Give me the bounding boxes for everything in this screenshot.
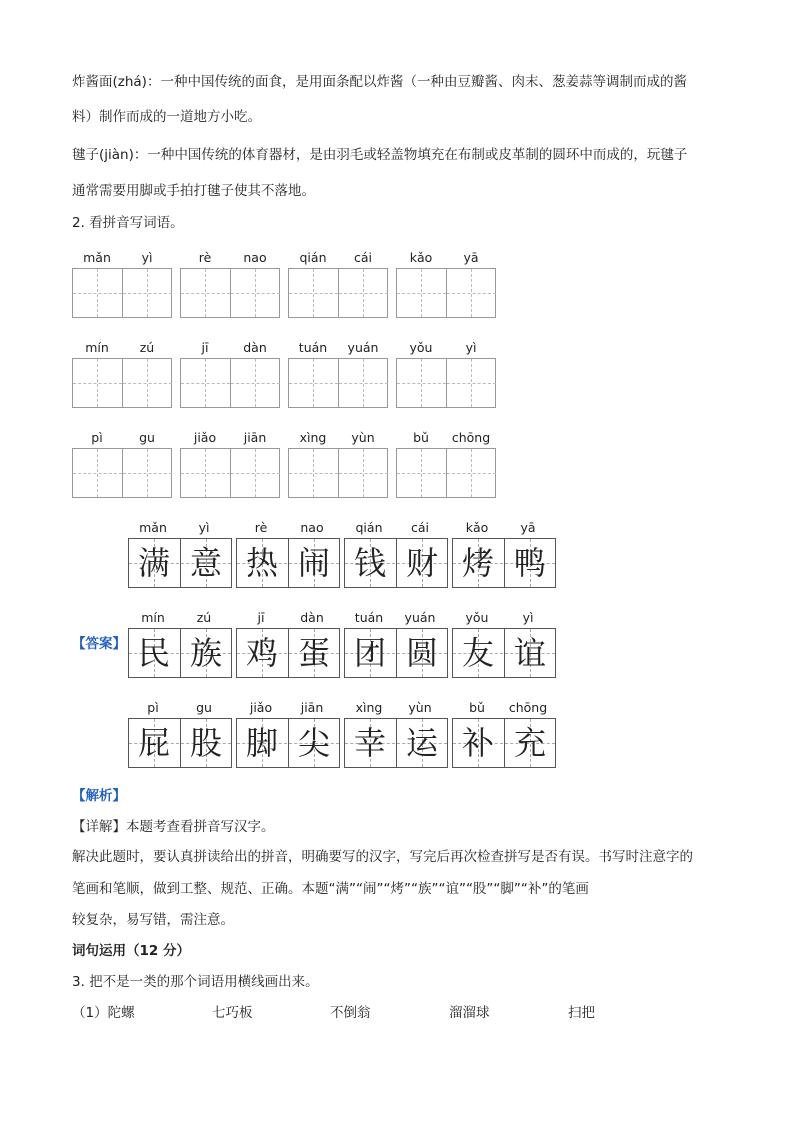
pinyin-word-box — [288, 430, 388, 498]
answer-cell — [129, 539, 179, 587]
pinyin-syllable: mǎn — [83, 250, 111, 265]
pinyin-syllable: pì — [91, 430, 103, 445]
intro-line-2: 料）制作而成的一道地方小吃。 — [72, 109, 261, 125]
pinyin-syllable: jiān — [243, 430, 267, 445]
writing-cell — [289, 269, 338, 317]
pinyin-syllable: yì — [465, 340, 477, 355]
pinyin-syllable: nao — [243, 250, 267, 265]
pinyin-word-box — [396, 340, 496, 408]
question-2-title: 2. 看拼音写词语。 — [72, 215, 184, 231]
answer-character: 友 — [461, 634, 494, 672]
answer-box — [344, 538, 448, 588]
answer-word-box — [344, 700, 448, 768]
answer-character: 族 — [189, 634, 222, 672]
answer-pinyin: yuán — [404, 610, 436, 625]
answer-cell — [345, 629, 395, 677]
answer-character: 股 — [189, 724, 222, 762]
writing-cell — [122, 449, 172, 497]
writing-cell — [73, 449, 122, 497]
writing-cell — [181, 269, 230, 317]
writing-cell — [338, 269, 388, 317]
answer-cell — [180, 539, 231, 587]
writing-box — [288, 268, 388, 318]
pinyin-word-box — [72, 430, 172, 498]
answer-character: 团 — [353, 634, 386, 672]
answer-cell — [180, 719, 231, 767]
writing-box — [180, 448, 280, 498]
writing-box — [72, 448, 172, 498]
answer-cell — [288, 719, 339, 767]
answer-pinyin: cái — [410, 520, 429, 535]
answer-box — [236, 718, 340, 768]
writing-box — [72, 268, 172, 318]
writing-box — [72, 358, 172, 408]
writing-cell — [122, 359, 172, 407]
answer-cell — [345, 719, 395, 767]
answer-pinyin: bǔ — [469, 700, 485, 715]
pinyin-syllable: yùn — [351, 430, 375, 445]
writing-box — [180, 268, 280, 318]
answer-pinyin: tuán — [354, 610, 384, 625]
answer-cell — [345, 539, 395, 587]
answer-word-box — [128, 700, 232, 768]
writing-cell — [289, 359, 338, 407]
answer-pinyin: pì — [147, 700, 159, 715]
answer-cell — [453, 539, 503, 587]
writing-box — [288, 448, 388, 498]
answer-character: 蛋 — [297, 634, 330, 672]
pinyin-word-box — [396, 250, 496, 318]
pinyin-syllable: jī — [201, 340, 209, 355]
writing-cell — [230, 449, 280, 497]
pinyin-syllable: cái — [353, 250, 372, 265]
answer-pinyin: gu — [196, 700, 212, 715]
answer-word-box — [236, 610, 340, 678]
answer-word-box — [236, 700, 340, 768]
answer-character: 满 — [137, 544, 170, 582]
writing-cell — [338, 359, 388, 407]
writing-cell — [73, 269, 122, 317]
writing-cell — [338, 449, 388, 497]
pinyin-syllable: yì — [141, 250, 153, 265]
answer-word-box — [236, 520, 340, 588]
answer-box — [236, 628, 340, 678]
writing-box — [396, 448, 496, 498]
answer-cell — [237, 539, 287, 587]
answer-box — [236, 538, 340, 588]
writing-box — [288, 358, 388, 408]
answer-cell — [288, 539, 339, 587]
writing-cell — [181, 449, 230, 497]
writing-cell — [230, 359, 280, 407]
question-3-option: 溜溜球 — [449, 1005, 490, 1021]
answer-cell — [504, 719, 555, 767]
answer-cell — [504, 539, 555, 587]
answer-character: 鸡 — [245, 634, 278, 672]
answer-cell — [129, 629, 179, 677]
answer-character: 财 — [405, 544, 438, 582]
answer-character: 谊 — [513, 634, 546, 672]
answer-pinyin: yā — [520, 520, 536, 535]
question-3-option: 不倒翁 — [330, 1005, 371, 1021]
answer-pinyin: jiǎo — [249, 700, 273, 715]
answer-box — [344, 718, 448, 768]
answer-word-box — [344, 610, 448, 678]
pinyin-syllable: yǒu — [409, 340, 433, 355]
answer-cell — [453, 629, 503, 677]
writing-cell — [397, 449, 446, 497]
answer-character: 闹 — [297, 544, 330, 582]
answer-character: 尖 — [297, 724, 330, 762]
question-3-title: 3. 把不是一类的那个词语用横线画出来。 — [72, 974, 319, 990]
answer-cell — [129, 719, 179, 767]
answer-box — [452, 718, 556, 768]
answer-pinyin: kǎo — [465, 520, 489, 535]
answer-cell — [396, 539, 447, 587]
question-3-item-label: （1）陀螺 — [72, 1005, 135, 1021]
answer-character: 脚 — [245, 724, 278, 762]
writing-cell — [230, 269, 280, 317]
analysis-paragraph-1: 解决此题时，要认真拼读给出的拼音，明确要写的汉字，写完后再次检查拼写是否有误。书写时注意字的 — [72, 849, 693, 865]
question-3-option: 扫把 — [568, 1005, 595, 1021]
pinyin-word-box — [288, 250, 388, 318]
answer-character: 屁 — [137, 724, 170, 762]
answer-pinyin: yùn — [408, 700, 432, 715]
writing-cell — [397, 269, 446, 317]
answer-pinyin: yǒu — [465, 610, 489, 625]
answer-word-box — [128, 520, 232, 588]
answer-character: 鸭 — [513, 544, 546, 582]
analysis-paragraph-2: 笔画和笔顺，做到工整、规范、正确。本题“满”“闹”“烤”“族”“谊”“股”“脚”“补”的笔画 — [72, 881, 589, 897]
answer-pinyin: rè — [254, 520, 268, 535]
answer-character: 烤 — [461, 544, 494, 582]
pinyin-word-box — [72, 340, 172, 408]
writing-cell — [181, 359, 230, 407]
answer-cell — [396, 629, 447, 677]
answer-pinyin: jī — [257, 610, 265, 625]
answer-word-box — [128, 610, 232, 678]
pinyin-syllable: rè — [198, 250, 212, 265]
pinyin-syllable: dàn — [243, 340, 267, 355]
writing-cell — [446, 449, 496, 497]
writing-cell — [289, 449, 338, 497]
answer-pinyin: mín — [141, 610, 165, 625]
pinyin-word-box — [72, 250, 172, 318]
answer-character: 充 — [513, 724, 546, 762]
writing-box — [396, 358, 496, 408]
pinyin-word-box — [396, 430, 496, 498]
answer-character: 圆 — [405, 634, 438, 672]
pinyin-word-box — [180, 340, 280, 408]
answer-character: 补 — [461, 724, 494, 762]
answer-word-box — [452, 520, 556, 588]
answer-cell — [237, 719, 287, 767]
answer-pinyin: chōng — [508, 700, 548, 715]
pinyin-word-box — [288, 340, 388, 408]
pinyin-syllable: yā — [463, 250, 479, 265]
pinyin-syllable: jiǎo — [193, 430, 217, 445]
answer-pinyin: jiān — [300, 700, 324, 715]
writing-cell — [73, 359, 122, 407]
pinyin-syllable: qián — [299, 250, 327, 265]
answer-character: 运 — [405, 724, 438, 762]
answer-box — [128, 538, 232, 588]
pinyin-syllable: mín — [85, 340, 109, 355]
answer-pinyin: zú — [196, 610, 212, 625]
answer-character: 意 — [189, 544, 222, 582]
answer-pinyin: yì — [522, 610, 534, 625]
answer-box — [128, 718, 232, 768]
pinyin-syllable: tuán — [298, 340, 328, 355]
answer-pinyin: mǎn — [139, 520, 167, 535]
question-3-option: 七巧板 — [212, 1005, 253, 1021]
pinyin-syllable: chōng — [451, 430, 491, 445]
answer-pinyin: dàn — [300, 610, 324, 625]
pinyin-syllable: bǔ — [413, 430, 429, 445]
writing-cell — [446, 359, 496, 407]
answer-cell — [180, 629, 231, 677]
answer-box — [344, 628, 448, 678]
answer-word-box — [344, 520, 448, 588]
writing-box — [396, 268, 496, 318]
pinyin-word-box — [180, 250, 280, 318]
answer-word-box — [452, 700, 556, 768]
writing-box — [180, 358, 280, 408]
answer-character: 幸 — [353, 724, 386, 762]
answer-cell — [504, 629, 555, 677]
answer-box — [128, 628, 232, 678]
answer-label: 【答案】 — [72, 636, 126, 652]
answer-pinyin: yì — [198, 520, 210, 535]
answer-character: 热 — [245, 544, 278, 582]
answer-pinyin: nao — [300, 520, 324, 535]
pinyin-syllable: kǎo — [409, 250, 433, 265]
analysis-detail: 【详解】本题考查看拼音写汉字。 — [72, 819, 275, 835]
answer-character: 民 — [137, 634, 170, 672]
answer-box — [452, 538, 556, 588]
answer-cell — [396, 719, 447, 767]
answer-box — [452, 628, 556, 678]
answer-cell — [453, 719, 503, 767]
section-title: 词句运用（12 分） — [72, 943, 190, 959]
intro-line-4: 通常需要用脚或手拍打毽子使其不落地。 — [72, 183, 315, 199]
analysis-label: 【解析】 — [72, 788, 126, 804]
writing-cell — [446, 269, 496, 317]
pinyin-syllable: xìng — [299, 430, 327, 445]
analysis-paragraph-3: 较复杂，易写错，需注意。 — [72, 912, 234, 928]
pinyin-syllable: yuán — [347, 340, 379, 355]
pinyin-syllable: zú — [139, 340, 155, 355]
intro-line-1: 炸酱面(zhá)：一种中国传统的面食，是用面条配以炸酱（一种由豆瓣酱、肉末、葱姜蒜等调制而成的酱 — [72, 74, 687, 90]
answer-cell — [288, 629, 339, 677]
answer-character: 钱 — [353, 544, 386, 582]
writing-cell — [397, 359, 446, 407]
intro-line-3: 毽子(jiàn)：一种中国传统的体育器材，是由羽毛或轻盖物填充在布制或皮革制的圆环中而成的，玩毽子 — [72, 147, 688, 163]
answer-cell — [237, 629, 287, 677]
answer-word-box — [452, 610, 556, 678]
pinyin-word-box — [180, 430, 280, 498]
writing-cell — [122, 269, 172, 317]
answer-pinyin: qián — [355, 520, 383, 535]
answer-pinyin: xìng — [355, 700, 383, 715]
pinyin-syllable: gu — [139, 430, 155, 445]
